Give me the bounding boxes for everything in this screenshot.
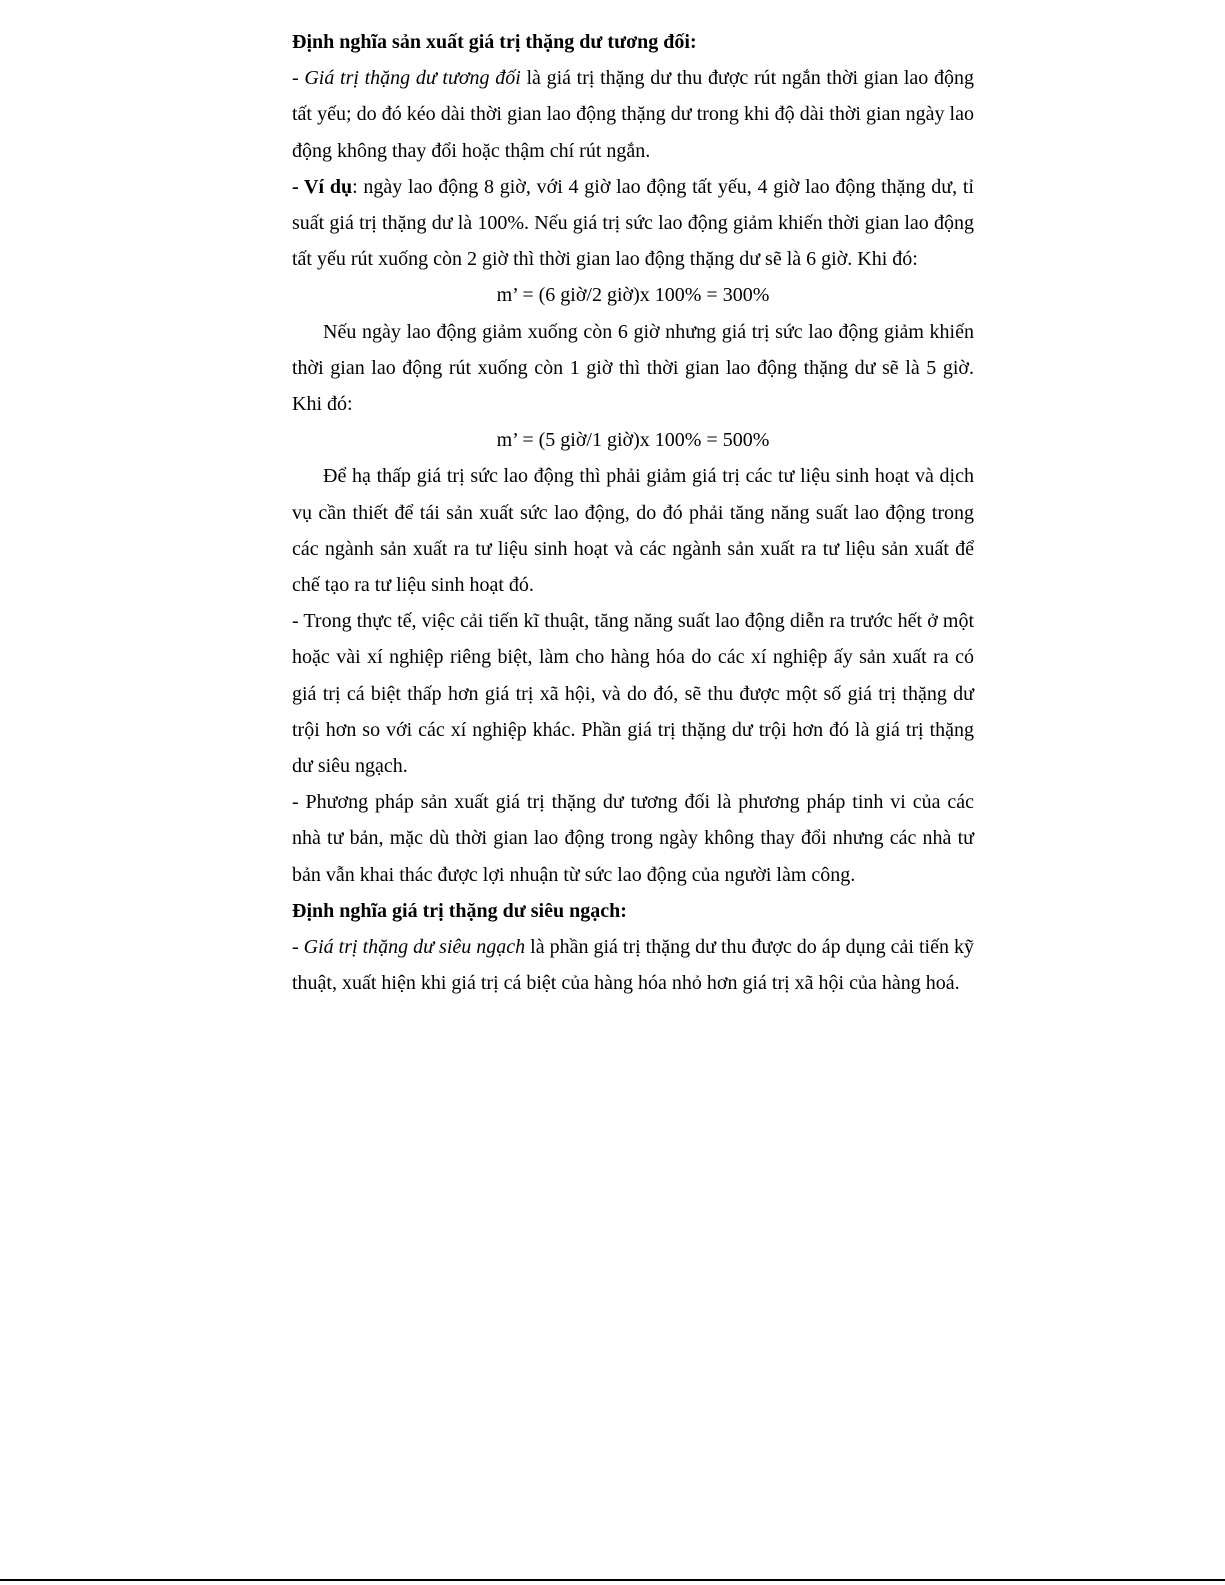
definition-dash: - [292,936,304,959]
example-paragraph [292,169,974,278]
section-heading-super-surplus: Định nghĩa giá trị thặng dư siêu ngạch: [292,899,627,922]
definition-term: Giá trị thặng dư tương đối [304,67,521,90]
document-page [292,24,974,1001]
page-bottom-border [0,1579,1225,1581]
formula-500: m’ = (5 giờ/1 giờ)x 100% = 500% [496,429,770,452]
formula-300: m’ = (6 giờ/2 giờ)x 100% = 300% [496,284,770,307]
definition-relative-surplus [292,60,974,169]
definition-super-surplus [292,929,974,1001]
definition-text: là phần giá trị thặng dư thu được do áp dụng cải tiến kỹ thuật, xuất hiện khi giá trị cá biệt của hàng hóa nhỏ hơn giá trị xã hội của hàng hoá. [292,936,974,995]
example-text: : ngày lao động 8 giờ, với 4 giờ lao động tất yếu, 4 giờ lao động thặng dư, tỉ suất giá trị thặng dư là 100%. Nếu giá trị sức lao động giảm khiến thời gian lao động tất yếu rút xuống còn 2 giờ thì thời gian lao động thặng dư sẽ là 6 giờ. Khi đó: [292,175,974,271]
definition-term: Giá trị thặng dư siêu ngạch [303,936,526,959]
paragraph-lower-labor-value: Để hạ thấp giá trị sức lao động thì phải giảm giá trị các tư liệu sinh hoạt và dịch vụ cần thiết để tái sản xuất sức lao động, do đó phải tăng năng suất lao động trong các ngành sản xuất ra tư liệu sinh hoạt và các ngành sản xuất ra tư liệu sản xuất để chế tạo ra tư liệu sinh hoạt đó. [292,465,974,597]
definition-text: là giá trị thặng dư thu được rút ngắn thời gian lao động tất yếu; do đó kéo dài thời gian lao động thặng dư trong khi độ dài thời gian ngày lao động không thay đổi hoặc thậm chí rút ngắn. [292,67,974,162]
paragraph-reduced-workday: Nếu ngày lao động giảm xuống còn 6 giờ nhưng giá trị sức lao động giảm khiến thời gian lao động rút xuống còn 1 giờ thì thời gian lao động thặng dư sẽ là 5 giờ. Khi đó: [292,320,974,416]
example-label: - Ví dụ [292,175,353,198]
definition-dash: - [292,67,305,90]
section-heading-relative-surplus: Định nghĩa sản xuất giá trị thặng dư tương đối: [292,31,697,53]
paragraph-method-summary: - Phương pháp sản xuất giá trị thặng dư tương đối là phương pháp tinh vi của các nhà tư bản, mặc dù thời gian lao động trong ngày không thay đổi nhưng các nhà tư bản vẫn khai thác được lợi nhuận từ sức lao động của người làm công. [292,791,974,886]
paragraph-technical-improvement: - Trong thực tế, việc cải tiến kĩ thuật, tăng năng suất lao động diễn ra trước hết ở một hoặc vài xí nghiệp riêng biệt, làm cho hàng hóa do các xí nghiệp ấy sản xuất ra có giá trị cá biệt thấp hơn giá trị xã hội, và do đó, sẽ thu được một số giá trị thặng dư trội hơn so với các xí nghiệp khác. Phần giá trị thặng dư trội hơn đó là giá trị thặng dư siêu ngạch. [292,610,974,778]
